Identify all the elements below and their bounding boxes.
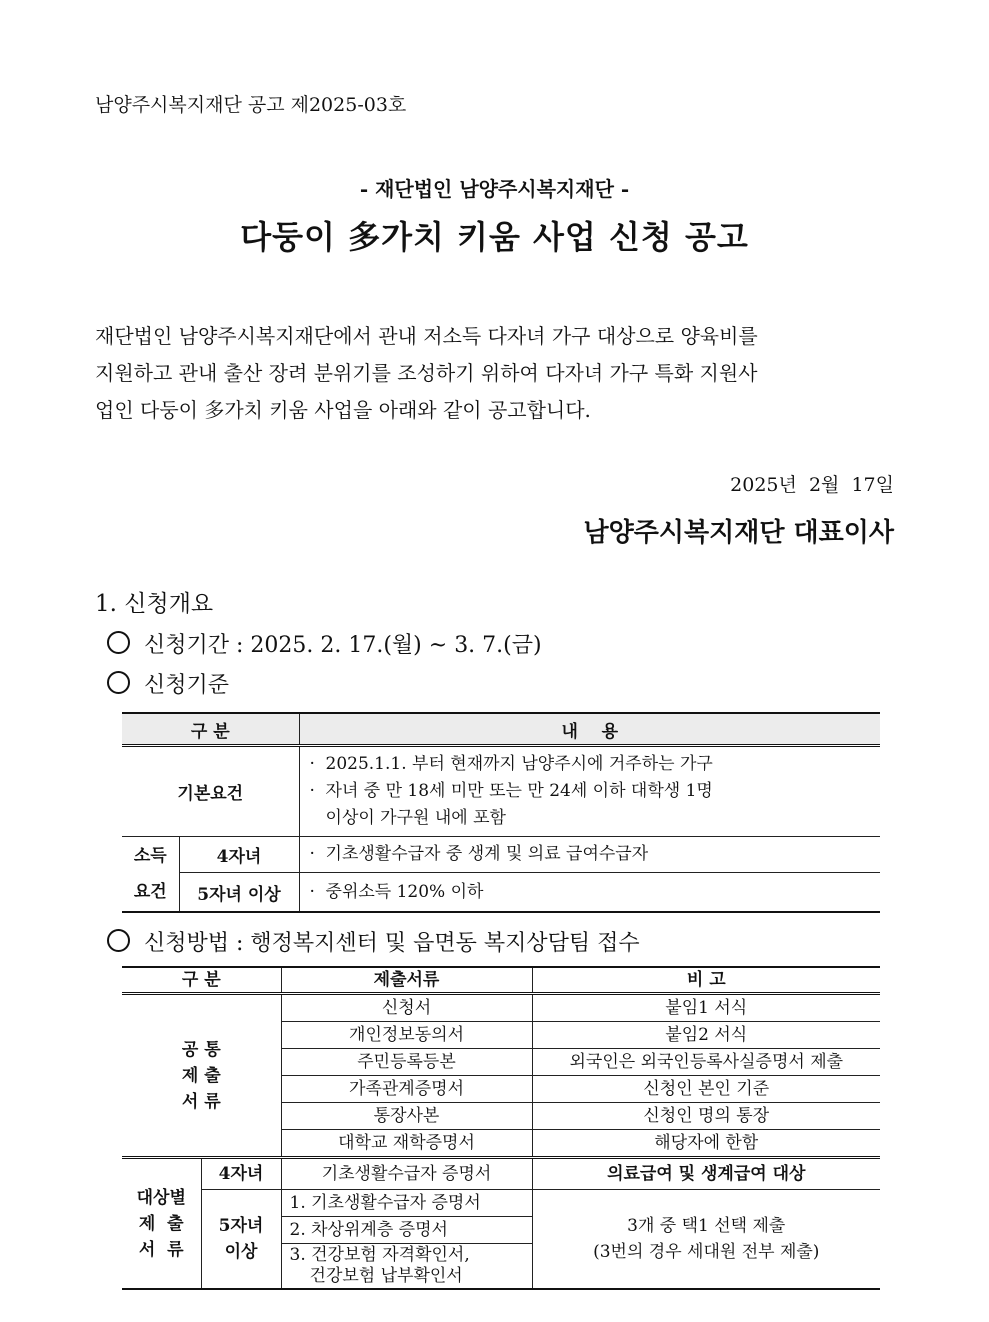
header-content: 내 용: [299, 713, 880, 746]
list-item-continuation: 이상이 가구원 내에 포함: [325, 808, 506, 828]
note-cell: 신청인 명의 통장: [532, 1103, 880, 1130]
table-row: [122, 994, 880, 1022]
list-item: · 2025.1.1. 부터 현재까지 남양주시에 거주하는 가구: [309, 754, 713, 774]
doc-cell: 가족관계증명서: [281, 1076, 532, 1103]
kids4-doc: 기초생활수급자 증명서: [281, 1158, 532, 1190]
period-text: 신청기간 : 2025. 2. 17.(월) ~ 3. 7.(금): [144, 633, 542, 658]
circle-bullet-icon: [107, 631, 130, 654]
circle-bullet-icon: [107, 671, 130, 694]
note-cell: 붙임2 서식: [532, 1022, 880, 1049]
notice-number: 남양주시복지재단 공고 제2025-03호: [95, 94, 407, 116]
table-row: [122, 1158, 880, 1190]
criteria-table: [122, 712, 880, 913]
kids5-doc-3: 3. 건강보험 자격확인서, 건강보험 납부확인서: [281, 1244, 532, 1290]
doc-cell: 통장사본: [281, 1103, 532, 1130]
kids5-doc-1: 1. 기초생활수급자 증명서: [281, 1190, 532, 1217]
income-requirement-label: 소득 요건: [122, 837, 179, 913]
page-title: 다둥이 多가치 키움 사업 신청 공고: [240, 218, 749, 256]
kids5-label: 5자녀 이상: [201, 1190, 281, 1290]
period-bullet: [107, 628, 542, 659]
target-docs-label: 대상별 제 출 서 류: [122, 1158, 201, 1290]
section-heading: 1. 신청개요: [95, 591, 214, 617]
common-docs-label: 공 통 제 출 서 류: [122, 994, 281, 1158]
kids5-note: 3개 중 택1 선택 제출 (3번의 경우 세대원 전부 제출): [532, 1190, 880, 1290]
row-content-4kids: · 기초생활수급자 중 생계 및 의료 급여수급자: [299, 837, 880, 873]
intro-paragraph: [95, 318, 895, 429]
criteria-bullet: [107, 668, 229, 699]
basic-requirement-label: 기본요건: [122, 746, 299, 837]
criteria-text: 신청기준: [144, 673, 230, 698]
row-content-5kids: · 중위소득 120% 이하: [299, 873, 880, 913]
note-cell: 신청인 본인 기준: [532, 1076, 880, 1103]
doc-cell: 신청서: [281, 994, 532, 1022]
header-category: 구 분: [122, 713, 299, 746]
table-row: [122, 1190, 880, 1217]
doc-cell: 주민등록등본: [281, 1049, 532, 1076]
note-cell: 붙임1 서식: [532, 994, 880, 1022]
intro-line-3: 업인 다둥이 多가치 키움 사업을 아래와 같이 공고합니다.: [95, 398, 591, 422]
row-label-5kids: 5자녀 이상: [179, 873, 299, 913]
header-note: 비 고: [532, 967, 880, 994]
doc-cell: 대학교 재학증명서: [281, 1130, 532, 1158]
intro-line-2: 지원하고 관내 출산 장려 분위기를 조성하기 위하여 다자녀 가구 특화 지원사: [95, 361, 758, 385]
table-header-row: [122, 713, 880, 746]
table-header-row: [122, 967, 880, 994]
documents-table: [122, 966, 880, 1290]
basic-requirement-content: [299, 746, 880, 837]
method-text: 신청방법 : 행정복지센터 및 읍면동 복지상담팀 접수: [144, 931, 640, 956]
note-cell: 외국인은 외국인등록사실증명서 제출: [532, 1049, 880, 1076]
header-category: 구 분: [122, 967, 281, 994]
list-item: · 자녀 중 만 18세 미만 또는 만 24세 이하 대학생 1명: [309, 781, 713, 801]
header-docs: 제출서류: [281, 967, 532, 994]
table-row: [122, 837, 880, 873]
signer: 남양주시복지재단 대표이사: [583, 518, 894, 548]
method-bullet: [107, 926, 640, 957]
row-label-4kids: 4자녀: [179, 837, 299, 873]
note-cell: 해당자에 한함: [532, 1130, 880, 1158]
kids4-label: 4자녀: [201, 1158, 281, 1190]
doc-cell: 개인정보동의서: [281, 1022, 532, 1049]
kids5-doc-2: 2. 차상위계층 증명서: [281, 1217, 532, 1244]
table-row: [122, 873, 880, 913]
kids4-note: 의료급여 및 생계급여 대상: [532, 1158, 880, 1190]
table-row: [122, 746, 880, 837]
notice-date: 2025년 2월 17일: [730, 474, 894, 496]
circle-bullet-icon: [107, 929, 130, 952]
issuer-subtitle: - 재단법인 남양주시복지재단 -: [359, 177, 630, 201]
intro-line-1: 재단법인 남양주시복지재단에서 관내 저소득 다자녀 가구 대상으로 양육비를: [95, 324, 758, 348]
